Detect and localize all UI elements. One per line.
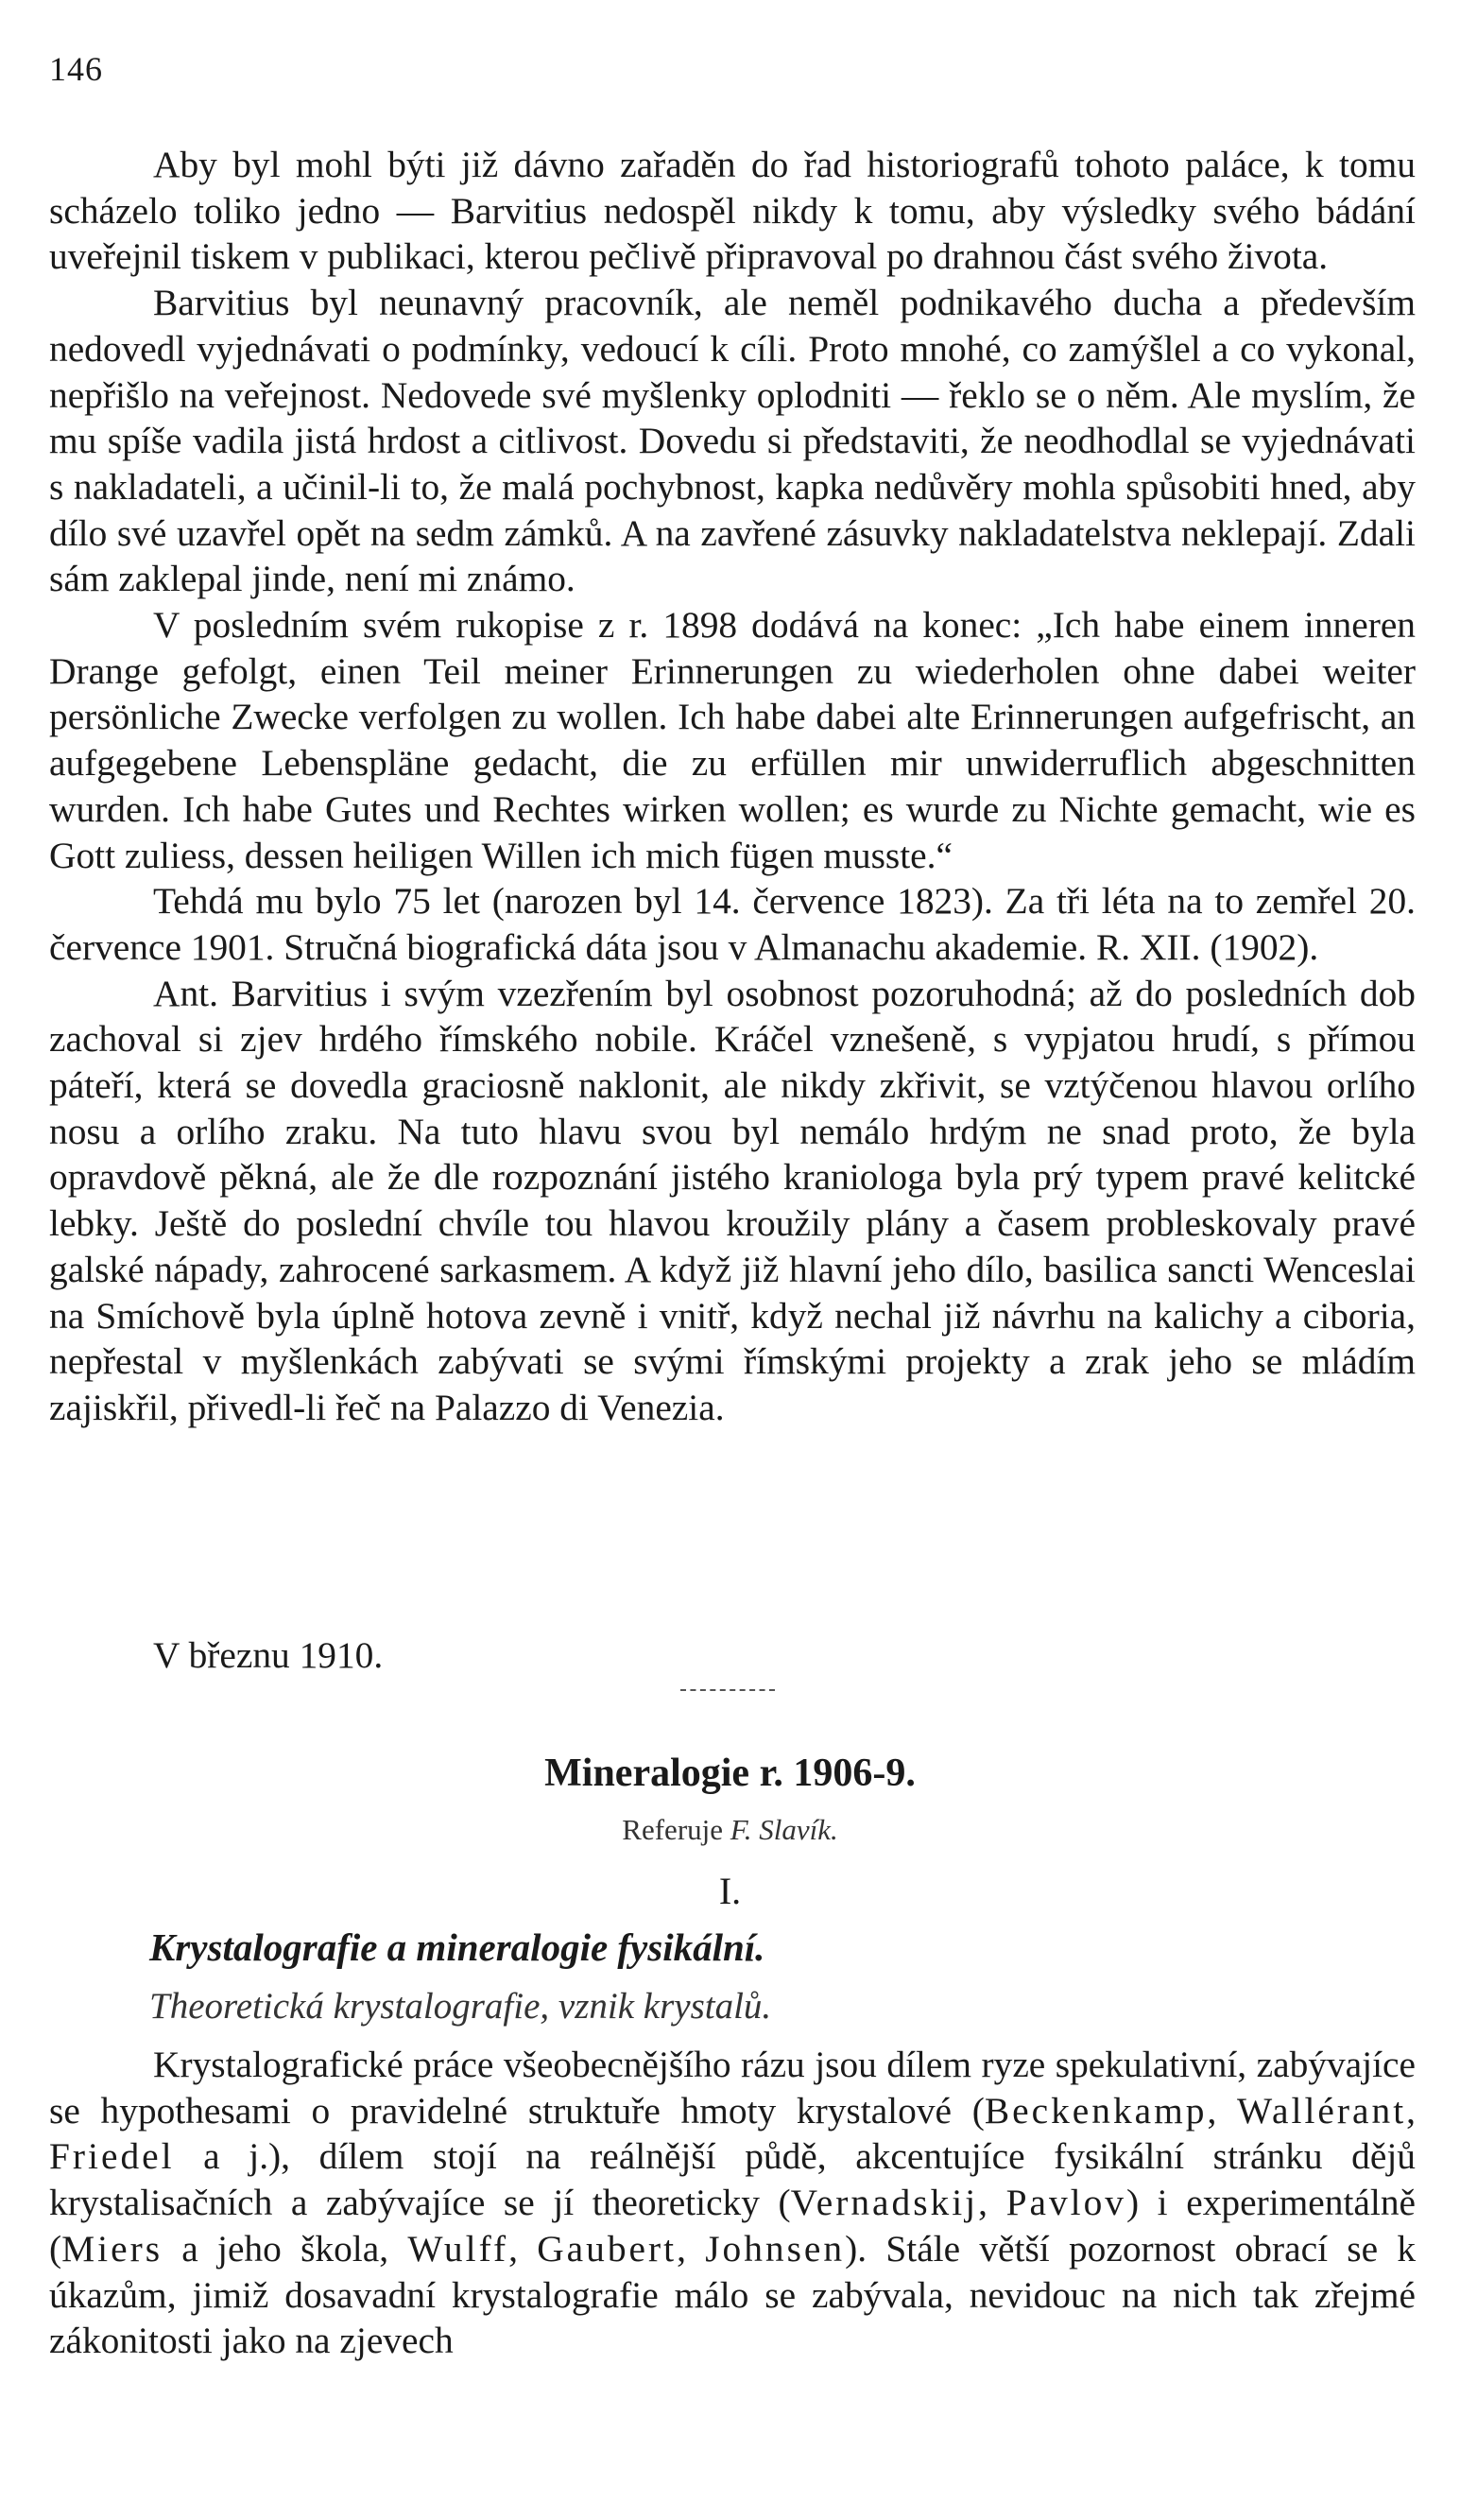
paragraph: Tehdá mu bylo 75 let (narozen byl 14. července 1823). Za tři léta na to zemřel 20. července 1901. Stručná biografická dáta jsou v Almanachu akademie. R. XII. (1902).	[49, 880, 1416, 968]
page-number: 146	[49, 50, 103, 88]
text-run: ,	[978, 2182, 1006, 2224]
text-run: ,	[677, 2227, 706, 2270]
section-title: Mineralogie r. 1906-9.	[544, 1752, 916, 1795]
byline-author: F. Slavík.	[730, 1813, 838, 1846]
author-name: Beckenkamp	[984, 2089, 1208, 2132]
byline-prefix: Referuje	[622, 1813, 724, 1846]
text-run: ,	[1406, 2089, 1416, 2132]
text-run: ) i experimentálně (	[49, 2182, 1417, 2270]
paragraph	[49, 2042, 1416, 2364]
paragraph: Ant. Barvitius i svým vzezřením byl osobnost pozoruhodná; až do posledních dob zachoval si zjev hrdého římského nobile. Kráčel vznešeně, s vypjatou hrudí, s přímou páteří, která se dovedla graciosně naklonit, ale nikdy zkřivit, se vztýčenou hlavou orlího nosu a orlího zraku. Na tuto hlavu svou byl nemálo hrdým ne snad proto, že byla opravdově pěkná, ale že dle rozpoznání jistého kraniologa byla prý typem pravé kelitcké lebky. Ještě do poslední chvíle tou hlavou kroužily plány a časem probleskovaly pravé galské nápady, zahrocené sarkasmem. A když již hlavní jeho dílo, basilica sancti Wenceslai na Smíchově byla úplně hotova zevně i vnitř, když nechal již návrhu na kalichy a ciboria, nepřestal v myšlenkách zabývati se svými římskými projekty a zrak jeho se mládím zajiskřil, přivedl-li řeč na Palazzo di Venezia.	[49, 972, 1416, 1428]
author-name: Friedel	[49, 2135, 175, 2178]
text-run: a j.), dílem stojí na reálnější půdě, akcentujíce fysikální stránku dějů krystalisačních a zabývajíce se jí theoreticky (	[49, 2135, 1416, 2224]
text-run: a jeho škola,	[163, 2227, 408, 2270]
author-name: Pavlov	[1005, 2182, 1126, 2224]
mineralogy-text	[49, 2042, 1416, 2364]
dateline: V březnu 1910.	[153, 1634, 384, 1676]
text-run: ). Stále větší pozornost obrací se k úkazům, jimiž dosavadní krystalografie málo se zabývala, nevidouc na nich tak zřejmé zákonitosti jako na zjevech	[49, 2227, 1417, 2362]
author-name: Miers	[61, 2227, 163, 2270]
subsection-heading: Krystalografie a mineralogie fysikální.	[149, 1925, 765, 1969]
obituary-text	[49, 142, 1416, 1431]
paragraph: V posledním svém rukopise z r. 1898 dodává na konec: „Ich habe einem inneren Drange gefolgt, einen Teil meiner Erinnerungen zu wiederholen ohne dabei weiter persönliche Zwecke verfolgen zu wollen. Ich habe dabei alte Erinnerungen aufgefrischt, an aufgegebene Lebenspläne gedacht, die zu erfüllen mir unwiderruflich abgeschnitten wurden. Ich habe Gutes und Rechtes wirken wollen; es wurde zu Nichte gemacht, wie es Gott zuliess, dessen heiligen Willen ich mich fügen musste.“	[49, 604, 1416, 876]
section-divider	[680, 1689, 775, 1691]
paragraph: Barvitius byl neunavný pracovník, ale neměl podnikavého ducha a především nedovedl vyjednávati o podmínky, vedoucí k cíli. Proto mnohé, co zamýšlel a co vykonal, nepřišlo na veřejnost. Nedovede své myšlenky oplodniti — řeklo se o něm. Ale myslím, že mu spíše vadila jistá hrdost a citlivost. Dovedu si představiti, že neodhodlal se vyjednávati s nakladateli, a učinil-li to, že malá pochybnost, kapka nedůvěry mohla spůsobiti hned, aby dílo své uzavřel opět na sedm zámků. A na zavřené zásuvky nakladatelstva neklepají. Zdali sám zaklepal jinde, není mi známo.	[49, 282, 1416, 600]
author-name: Vernadskij	[790, 2182, 979, 2224]
text-run: ,	[1207, 2089, 1238, 2132]
text-run: Krystalografické práce všeobecnějšího rázu jsou dílem ryze spekulativní, zabývajíce se hypothesami o pravidelné struktuře hmoty krystalové (	[49, 2044, 1416, 2132]
section-byline	[0, 1813, 1460, 1847]
text-run: ,	[508, 2227, 538, 2270]
author-name: Johnsen	[705, 2227, 846, 2270]
author-name: Gaubert	[537, 2227, 678, 2270]
subsection-subheading: Theoretická krystalografie, vznik krystalů.	[149, 1986, 772, 2027]
paragraph: Aby byl mohl býti již dávno zařaděn do řad historiografů tohoto paláce, k tomu scházelo toliko jedno — Barvitius nedospěl nikdy k tomu, aby výsledky svého bádání uveřejnil tiskem v publikaci, kterou pečlivě připravoval po drahnou část svého života.	[49, 144, 1416, 278]
section-number: I.	[718, 1870, 742, 1912]
author-name: Wulff	[407, 2227, 509, 2270]
author-name: Wallérant	[1237, 2089, 1407, 2132]
